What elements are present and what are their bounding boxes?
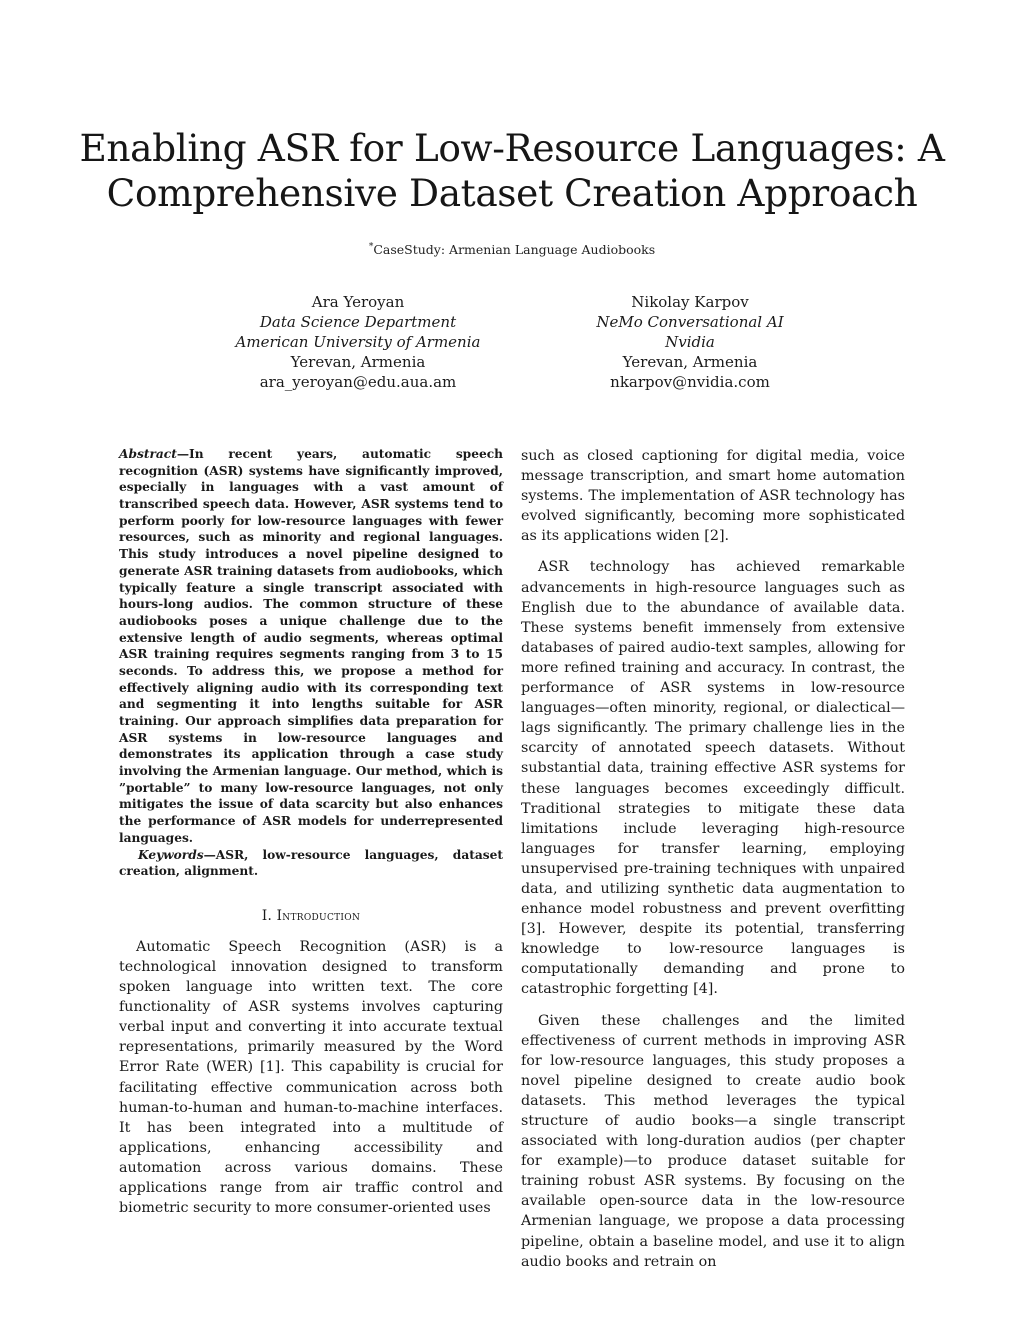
paper-subtitle	[0, 242, 1024, 257]
author-department: Data Science Department	[259, 313, 457, 331]
section-title: Introduction	[276, 907, 361, 924]
author-name: Nikolay Karpov	[631, 293, 749, 311]
title-line-2: Comprehensive Dataset Creation Approach	[106, 171, 918, 215]
author-block-1	[168, 292, 548, 392]
section-heading-introduction	[119, 908, 503, 924]
author-location: Yerevan, Armenia	[622, 353, 758, 371]
intro-paragraph-1-continued: such as closed captioning for digital media, voice message transcription, and smart home automation systems. The implementation of ASR technology has evolved significantly, becoming more sophisticated as its applications widen [2].	[521, 448, 905, 545]
title-line-1: Enabling ASR for Low-Resource Languages: A	[79, 126, 945, 170]
abstract	[119, 446, 503, 847]
author-block-2	[500, 292, 880, 392]
abstract-text: —In recent years, automatic speech recognition (ASR) systems have significantly improved, especially in languages with a vast amount of transcribed speech data. However, ASR systems tend to perform poorly for low-resource languages with fewer resources, such as minority and regional languages. This study introduces a novel pipeline designed to generate ASR training datasets from audiobooks, which typically feature a single transcript associated with hours-long audios. The common structure of these audiobooks poses a unique challenge due to the extensive length of audio segments, whereas optimal ASR training requires segments ranging from 3 to 15 seconds. To address this, we propose a method for effectively aligning audio with its corresponding text and segmenting it into lengths suitable for ASR training. Our approach simplifies data preparation for ASR systems in low-resource languages and demonstrates its application through a case study involving the Armenian language. Our method, which is ”portable” to many low-resource languages, not only mitigates the issue of data scarcity but also enhances the performance of ASR models for underrepresented languages.	[119, 447, 503, 845]
keywords	[119, 847, 503, 880]
author-institution: Nvidia	[665, 333, 715, 351]
subtitle-text: CaseStudy: Armenian Language Audiobooks	[373, 242, 656, 258]
author-location: Yerevan, Armenia	[290, 353, 426, 371]
subtitle-footnote-mark: *	[368, 242, 374, 252]
author-name: Ara Yeroyan	[311, 293, 405, 311]
author-email: ara_yeroyan@edu.aua.am	[259, 373, 457, 391]
paper-title	[60, 126, 964, 216]
keywords-text: —ASR, low-resource languages, dataset creation, alignment.	[119, 847, 503, 879]
intro-paragraph-3: Given these challenges and the limited effectiveness of current methods in improving ASR for low-resource languages, this study proposes a novel pipeline designed to create audio book datasets. This method leverages the typical structure of audio books—a single transcript associated with long-duration audios (per chapter for example)—to produce dataset suitable for training robust ASR systems. By focusing on the available open-source data in the low-resource Armenian language, we propose a data processing pipeline, obtain a baseline model, and use it to align audio books and retrain on	[521, 1012, 905, 1270]
left-column	[119, 446, 503, 1218]
section-numeral: I.	[261, 907, 277, 924]
intro-paragraph-1: Automatic Speech Recognition (ASR) is a technological innovation designed to transform spoken language into written text. The core functionality of ASR systems involves capturing verbal input and converting it into accurate textual representations, primarily measured by the Word Error Rate (WER) [1]. This capability is crucial for facilitating effective communication across both human-to-human and human-to-machine interfaces. It has been integrated into a multitude of applications, enhancing accessibility and automation across various domains. These applications range from air traffic control and biometric security to more consumer-oriented uses	[119, 938, 503, 1217]
author-department: NeMo Conversational AI	[596, 313, 784, 331]
intro-paragraph-2: ASR technology has achieved remarkable advancements in high-resource languages such as English due to the abundance of available data. These systems benefit immensely from extensive databases of paired audio-text samples, allowing for more refined training and accuracy. In contrast, the performance of ASR systems in low-resource languages—often minority, regional, or dialectical—lags significantly. The primary challenge lies in the scarcity of annotated speech datasets. Without substantial data, training effective ASR systems for these languages becomes exceedingly difficult. Traditional strategies to mitigate these data limitations include leveraging high-resource languages for transfer learning, employing unsupervised pre-training techniques with unpaired data, and utilizing synthetic data augmentation to enhance model robustness and prevent overfitting [3]. However, despite its potential, transferring knowledge to low-resource languages is computationally demanding and prone to catastrophic forgetting [4].	[521, 559, 905, 998]
author-email: nkarpov@nvidia.com	[610, 373, 770, 391]
abstract-label: Abstract	[119, 447, 177, 461]
keywords-label: Keywords	[138, 847, 204, 862]
author-institution: American University of Armenia	[235, 333, 481, 351]
right-column	[521, 446, 905, 1283]
